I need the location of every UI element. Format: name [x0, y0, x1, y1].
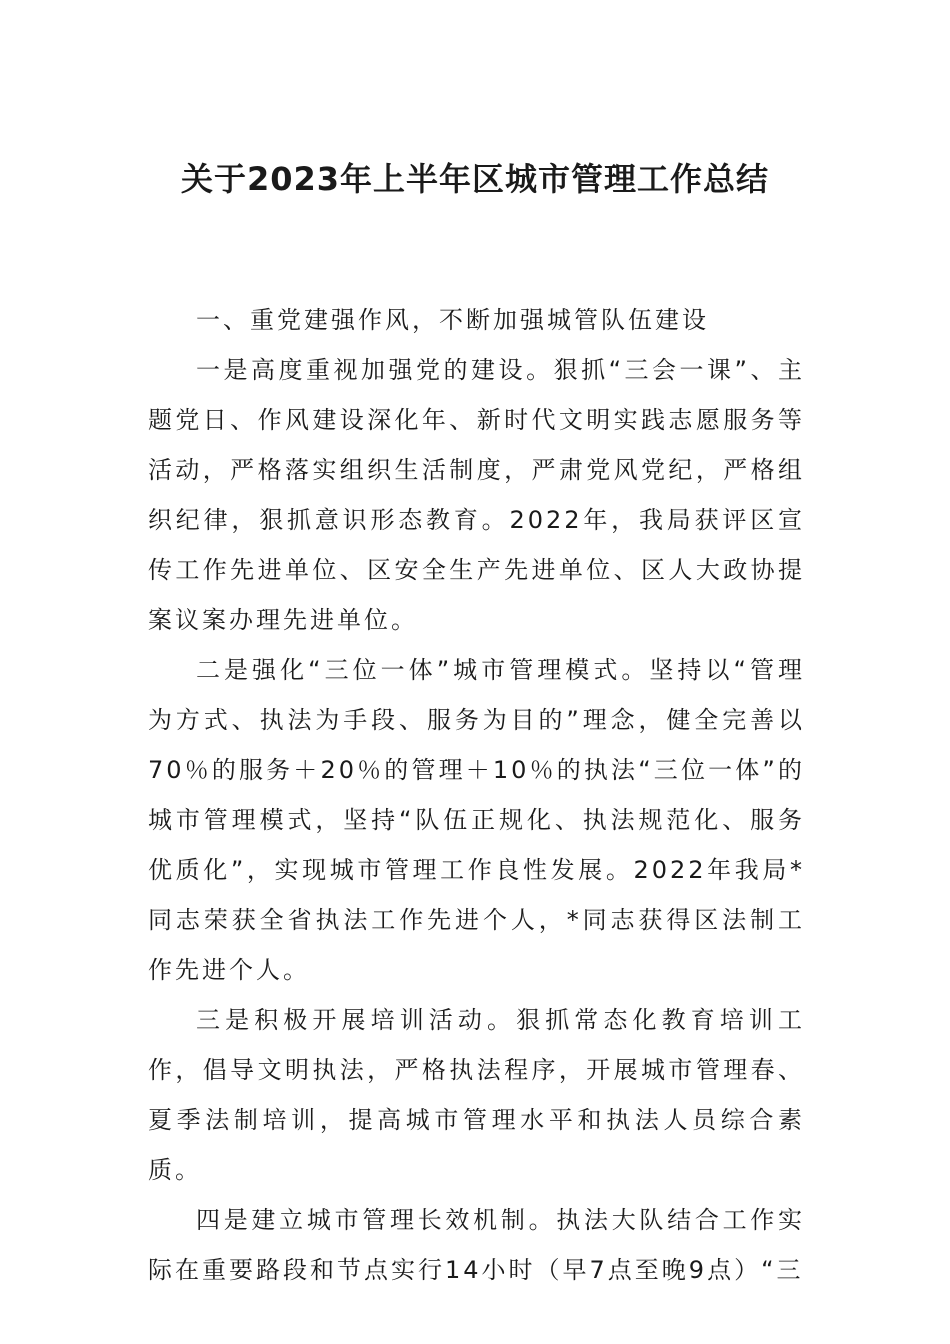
- document-body: [148, 295, 805, 1295]
- paragraph-management-model: 二是强化“三位一体”城市管理模式。坚持以“管理为方式、执法为手段、服务为目的”理念，健全完善以70％的服务＋20％的管理＋10％的执法“三位一体”的城市管理模式，坚持“队伍正规化、执法规范化、服务优质化”，实现城市管理工作良性发展。2022年我局*同志荣获全省执法工作先进个人，*同志获得区法制工作先进个人。: [148, 656, 805, 984]
- section-heading: 一、重党建强作风，不断加强城管队伍建设: [196, 306, 709, 334]
- paragraph-long-term-mechanism: 四是建立城市管理长效机制。执法大队结合工作实际在重要路段和节点实行14小时（早7点至晚9点）“三: [148, 1206, 805, 1284]
- paragraph-training: 三是积极开展培训活动。狠抓常态化教育培训工作，倡导文明执法，严格执法程序，开展城市管理春、夏季法制培训，提高城市管理水平和执法人员综合素质。: [148, 1006, 805, 1184]
- document-title: 关于2023年上半年区城市管理工作总结: [180, 160, 770, 198]
- paragraph-party-building: 一是高度重视加强党的建设。狠抓“三会一课”、主题党日、作风建设深化年、新时代文明实践志愿服务等活动，严格落实组织生活制度，严肃党风党纪，严格组织纪律，狠抓意识形态教育。2022年，我局获评区宣传工作先进单位、区安全生产先进单位、区人大政协提案议案办理先进单位。: [148, 356, 805, 634]
